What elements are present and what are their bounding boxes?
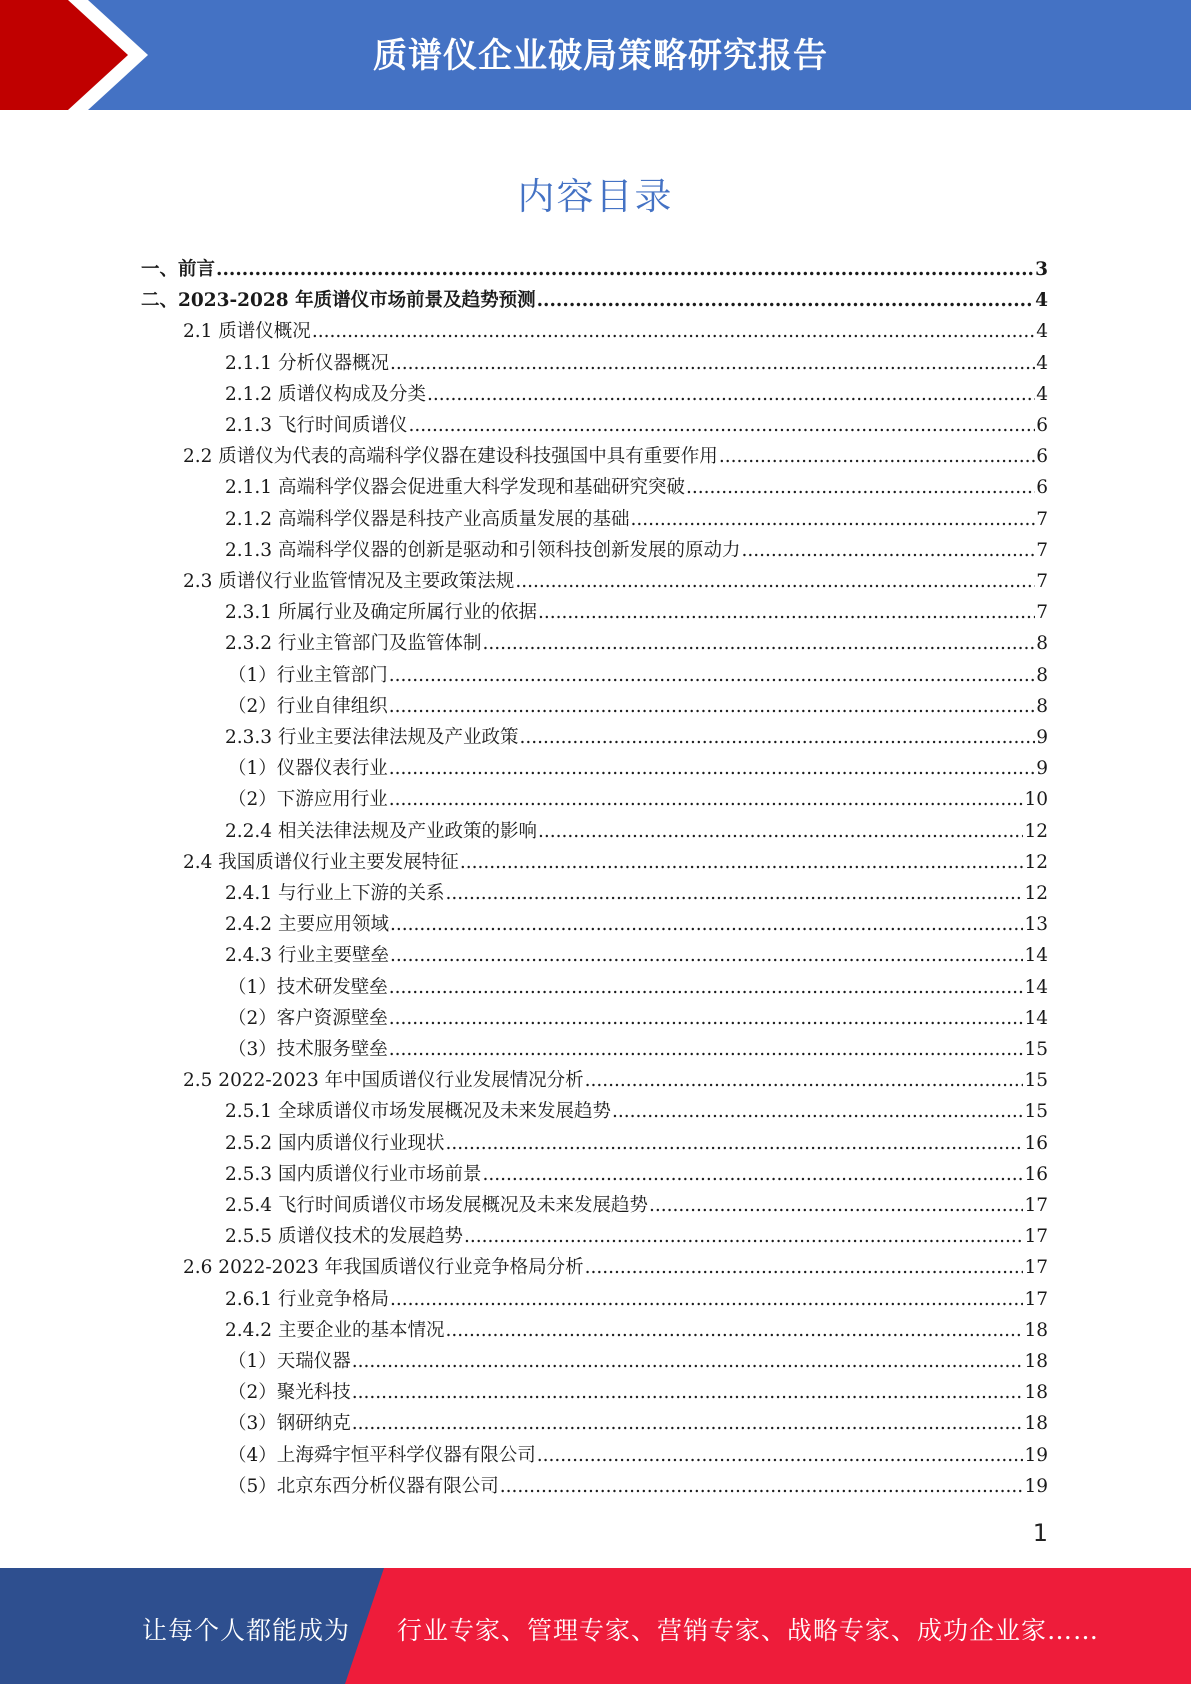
toc-entry[interactable] — [225, 1128, 1048, 1159]
toc-entry-label: 2.5.2 国内质谱仪行业现状 — [225, 1132, 445, 1154]
toc-entry-page: 12 — [1024, 883, 1048, 904]
toc-entry-page: 9 — [1036, 727, 1048, 748]
page-footer — [0, 1568, 1191, 1684]
toc-entry-label: （3）钢研纳克 — [228, 1413, 351, 1435]
toc-entry-page: 18 — [1024, 1351, 1048, 1372]
toc-dot-leader — [389, 784, 1024, 815]
toc-dot-leader — [515, 566, 1035, 597]
toc-dot-leader — [390, 940, 1023, 971]
toc-dot-leader — [537, 285, 1035, 316]
toc-entry[interactable] — [228, 660, 1048, 691]
toc-entry-page: 15 — [1024, 1070, 1048, 1092]
toc-entry-page: 8 — [1036, 695, 1048, 717]
toc-entry[interactable] — [228, 784, 1048, 815]
toc-entry-label: 2.1.2 质谱仪构成及分类 — [225, 383, 426, 405]
toc-dot-leader — [389, 753, 1035, 784]
toc-entry-label: 2.4.1 与行业上下游的关系 — [225, 883, 445, 904]
toc-entry-label: 2.3.2 行业主管部门及监管体制 — [225, 633, 482, 655]
toc-entry-label: 2.1 质谱仪概况 — [183, 321, 311, 343]
toc-entry-label: 2.6 2022-2023 年我国质谱仪行业竞争格局分析 — [183, 1257, 584, 1279]
report-header-banner — [0, 0, 1191, 110]
toc-dot-leader — [389, 1003, 1024, 1034]
toc-dot-leader — [427, 379, 1035, 410]
toc-entry-page: 4 — [1036, 321, 1048, 343]
toc-entry-page: 16 — [1024, 1163, 1048, 1185]
toc-entry[interactable] — [225, 909, 1048, 940]
toc-entry-page: 18 — [1024, 1413, 1048, 1435]
footer-slogan-right: 行业专家、管理专家、营销专家、战略专家、成功企业家…… — [397, 1616, 1100, 1645]
toc-dot-leader — [537, 1440, 1024, 1471]
toc-entry-label: 2.5.1 全球质谱仪市场发展概况及未来发展趋势 — [225, 1101, 611, 1123]
toc-entry-page: 7 — [1036, 508, 1048, 530]
toc-dot-leader — [585, 1065, 1024, 1096]
toc-entry[interactable] — [225, 1159, 1048, 1190]
toc-entry-label: 2.1.3 飞行时间质谱仪 — [225, 415, 408, 436]
toc-dot-leader — [649, 1190, 1023, 1221]
toc-entry-page: 3 — [1035, 259, 1048, 280]
toc-dot-leader — [389, 691, 1035, 722]
toc-entry[interactable] — [225, 472, 1048, 503]
toc-dot-leader — [585, 1252, 1024, 1283]
toc-entry-label: 2.4 我国质谱仪行业主要发展特征 — [183, 851, 459, 873]
toc-entry-label: 2.3 质谱仪行业监管情况及主要政策法规 — [183, 571, 515, 592]
toc-dot-leader — [460, 847, 1024, 878]
toc-entry[interactable] — [225, 597, 1048, 628]
toc-dot-leader — [389, 972, 1024, 1003]
toc-dot-leader — [612, 1096, 1023, 1127]
toc-entry-label: 2.4.3 行业主要壁垒 — [225, 945, 389, 967]
toc-entry-page: 8 — [1036, 664, 1048, 686]
toc-dot-leader — [538, 597, 1035, 628]
toc-entry-label: （2）聚光科技 — [228, 1382, 351, 1404]
toc-entry-label: 2.1.1 分析仪器概况 — [225, 352, 389, 374]
toc-entry-page: 6 — [1036, 415, 1048, 436]
toc-entry[interactable] — [183, 566, 1048, 597]
toc-entry-page: 15 — [1024, 1039, 1048, 1060]
toc-entry[interactable] — [228, 753, 1048, 784]
toc-entry[interactable] — [228, 1346, 1048, 1377]
toc-dot-leader — [445, 878, 1023, 909]
toc-entry-label: 二、2023-2028 年质谱仪市场前景及趋势预测 — [141, 290, 536, 312]
toc-entry[interactable] — [225, 1190, 1048, 1221]
toc-entry-page: 16 — [1024, 1132, 1048, 1154]
toc-entry-page: 17 — [1024, 1226, 1048, 1248]
toc-entry[interactable] — [225, 940, 1048, 971]
toc-dot-leader — [445, 1128, 1023, 1159]
toc-entry-page: 4 — [1036, 383, 1048, 405]
toc-entry-label: 2.3.1 所属行业及确定所属行业的依据 — [225, 602, 537, 624]
toc-entry-page: 10 — [1024, 789, 1048, 811]
toc-entry[interactable] — [228, 1377, 1048, 1408]
toc-entry-label: 2.1.3 高端科学仪器的创新是驱动和引领科技创新发展的原动力 — [225, 539, 741, 561]
toc-entry-label: （2）下游应用行业 — [228, 789, 388, 811]
toc-entry[interactable] — [141, 254, 1048, 285]
toc-entry-page: 6 — [1036, 477, 1048, 499]
toc-entry-page: 19 — [1024, 1444, 1048, 1466]
toc-entry-label: （4）上海舜宇恒平科学仪器有限公司 — [228, 1444, 536, 1466]
toc-entry-label: 2.4.2 主要企业的基本情况 — [225, 1319, 445, 1341]
toc-dot-leader — [352, 1408, 1024, 1439]
toc-entry-label: 2.4.2 主要应用领域 — [225, 914, 389, 936]
toc-entry[interactable] — [228, 691, 1048, 722]
toc-entry-page: 12 — [1024, 820, 1048, 842]
toc-entry-page: 7 — [1036, 602, 1048, 624]
toc-entry[interactable] — [228, 1034, 1048, 1065]
toc-dot-leader — [312, 316, 1035, 347]
toc-entry-label: 2.1.1 高端科学仪器会促进重大科学发现和基础研究突破 — [225, 477, 685, 499]
toc-entry[interactable] — [183, 316, 1048, 347]
toc-entry-label: （1）技术研发壁垒 — [228, 976, 388, 998]
toc-dot-leader — [389, 1034, 1024, 1065]
toc-entry-label: （2）客户资源壁垒 — [228, 1007, 388, 1029]
toc-entry-page: 17 — [1024, 1288, 1048, 1310]
toc-dot-leader — [408, 410, 1035, 441]
report-title: 质谱仪企业破局策略研究报告 — [373, 36, 828, 76]
toc-entry-page: 19 — [1024, 1475, 1048, 1497]
toc-dot-leader — [390, 909, 1023, 940]
toc-entry-page: 9 — [1036, 758, 1048, 780]
toc-dot-leader — [389, 660, 1035, 691]
toc-heading: 内容目录 — [517, 175, 674, 218]
toc-entry-page: 15 — [1024, 1101, 1048, 1123]
toc-entry-label: 2.5.3 国内质谱仪行业市场前景 — [225, 1163, 482, 1185]
toc-entry-page: 18 — [1024, 1382, 1048, 1404]
toc-entry-label: 2.1.2 高端科学仪器是科技产业高质量发展的基础 — [225, 508, 630, 530]
toc-entry-page: 4 — [1036, 352, 1048, 374]
toc-entry-page: 8 — [1036, 633, 1048, 655]
footer-slogan-left: 让每个人都能成为 — [142, 1616, 351, 1645]
toc-entry[interactable] — [225, 1284, 1048, 1315]
toc-entry-page: 17 — [1024, 1257, 1048, 1279]
toc-entry[interactable] — [228, 1440, 1048, 1471]
toc-entry[interactable] — [225, 1221, 1048, 1252]
toc-entry-page: 17 — [1024, 1195, 1048, 1216]
toc-dot-leader — [216, 254, 1034, 285]
toc-entry-page: 13 — [1024, 914, 1048, 936]
toc-entry-page: 14 — [1024, 945, 1048, 967]
toc-dot-leader — [741, 535, 1035, 566]
toc-entry[interactable] — [183, 847, 1048, 878]
toc-entry[interactable] — [183, 1252, 1048, 1283]
toc-entry-label: （2）行业自律组织 — [228, 695, 388, 717]
toc-entry-label: 2.2 质谱仪为代表的高端科学仪器在建设科技强国中具有重要作用 — [183, 446, 718, 468]
toc-entry[interactable] — [228, 1471, 1048, 1502]
toc-entry[interactable] — [183, 441, 1048, 472]
toc-dot-leader — [630, 504, 1035, 535]
toc-dot-leader — [482, 1159, 1023, 1190]
toc-dot-leader — [482, 628, 1035, 659]
toc-entry-label: （3）技术服务壁垒 — [228, 1039, 388, 1060]
toc-entry-page: 4 — [1035, 290, 1048, 312]
toc-entry[interactable] — [225, 504, 1048, 535]
toc-entry-page: 6 — [1036, 446, 1048, 468]
toc-entry[interactable] — [228, 1003, 1048, 1034]
toc-entry-page: 12 — [1024, 851, 1048, 873]
toc-entry-page: 18 — [1024, 1319, 1048, 1341]
toc-entry-label: 2.5.5 质谱仪技术的发展趋势 — [225, 1226, 463, 1248]
toc-entry[interactable] — [225, 379, 1048, 410]
toc-dot-leader — [352, 1377, 1024, 1408]
toc-dot-leader — [686, 472, 1035, 503]
toc-entry-label: 2.5.4 飞行时间质谱仪市场发展概况及未来发展趋势 — [225, 1195, 648, 1216]
toc-entry-label: 2.3.3 行业主要法律法规及产业政策 — [225, 727, 519, 748]
toc-entry-label: 一、前言 — [141, 259, 216, 280]
toc-dot-leader — [390, 348, 1035, 379]
toc-entry[interactable] — [225, 1096, 1048, 1127]
toc-entry-label: 2.5 2022-2023 年中国质谱仪行业发展情况分析 — [183, 1070, 584, 1092]
toc-entry[interactable] — [225, 628, 1048, 659]
toc-entry[interactable] — [183, 1065, 1048, 1096]
toc-dot-leader — [519, 722, 1035, 753]
toc-entry-label: （5）北京东西分析仪器有限公司 — [228, 1475, 499, 1497]
toc-dot-leader — [538, 816, 1023, 847]
toc-entry[interactable] — [228, 1408, 1048, 1439]
toc-entry[interactable] — [225, 348, 1048, 379]
toc-dot-leader — [445, 1315, 1023, 1346]
toc-entry[interactable] — [225, 878, 1048, 909]
toc-entry[interactable] — [225, 722, 1048, 753]
toc-dot-leader — [500, 1471, 1024, 1502]
toc-entry-label: （1）行业主管部门 — [228, 664, 388, 686]
toc-entry[interactable] — [225, 410, 1048, 441]
toc-entry[interactable] — [141, 285, 1048, 316]
toc-entry-label: （1）仪器仪表行业 — [228, 758, 388, 780]
toc-entry[interactable] — [225, 816, 1048, 847]
toc-dot-leader — [464, 1221, 1023, 1252]
toc-entry[interactable] — [225, 1315, 1048, 1346]
toc-entry-page: 14 — [1024, 976, 1048, 998]
toc-entry-page: 7 — [1036, 539, 1048, 561]
toc-entry[interactable] — [228, 972, 1048, 1003]
toc-entry-label: 2.2.4 相关法律法规及产业政策的影响 — [225, 820, 537, 842]
toc-entry-page: 7 — [1036, 571, 1048, 592]
toc-dot-leader — [390, 1284, 1023, 1315]
toc-entry-label: （1）天瑞仪器 — [228, 1351, 351, 1372]
toc-dot-leader — [719, 441, 1035, 472]
toc-dot-leader — [352, 1346, 1024, 1377]
page-number: 1 — [1032, 1519, 1048, 1547]
toc-entry-page: 14 — [1024, 1007, 1048, 1029]
toc-entry-label: 2.6.1 行业竞争格局 — [225, 1288, 389, 1310]
toc-entry[interactable] — [225, 535, 1048, 566]
